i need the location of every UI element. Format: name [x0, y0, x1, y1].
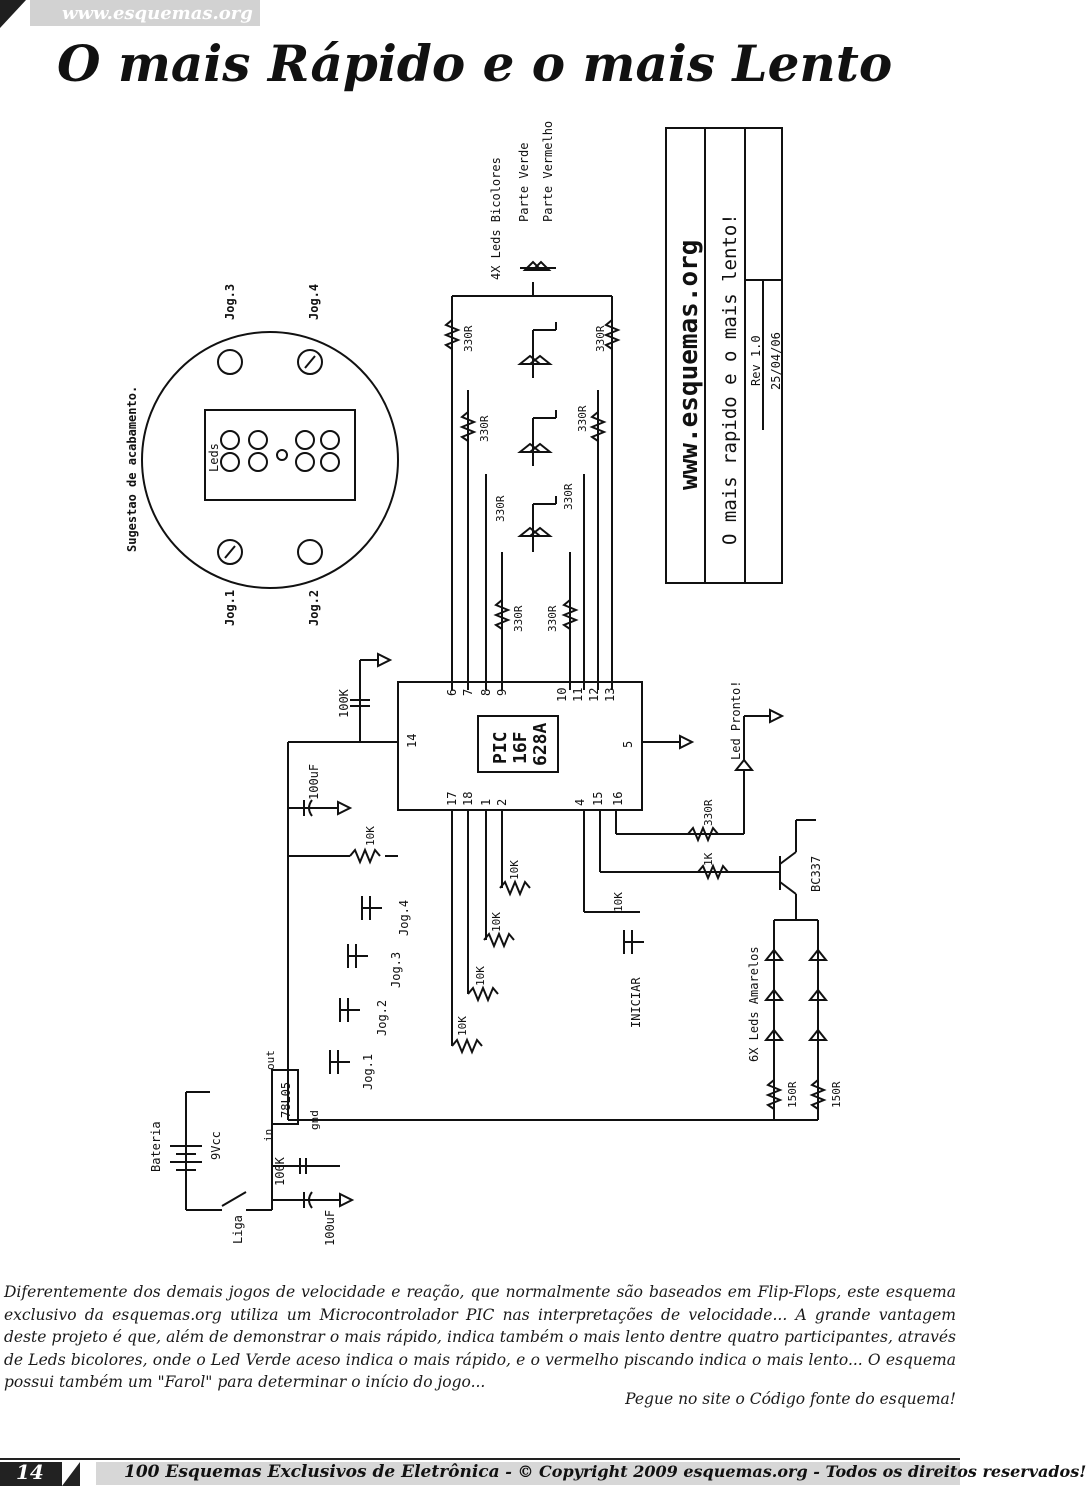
res-10k-top: 10K — [364, 826, 377, 846]
res-330-a: 330R — [462, 325, 475, 352]
res-100k-bottom: 100K — [273, 1157, 287, 1186]
pin-16: 16 — [611, 791, 625, 806]
pin-5: 5 — [621, 740, 635, 748]
finish-suggestion — [125, 284, 398, 626]
res-10k-start: 10K — [612, 892, 625, 912]
footer-text — [124, 1462, 1086, 1482]
res-330-c: 330R — [478, 415, 491, 442]
pin-7: 7 — [461, 688, 475, 696]
pin-10: 10 — [555, 687, 569, 702]
title-block-date: 25/04/06 — [769, 332, 783, 390]
bicolor-title: 4X Leds Bicolores — [489, 157, 503, 280]
led-ready-label: Led Pronto! — [729, 680, 743, 760]
footer-rule — [0, 1458, 960, 1460]
panel-jog4-label: Jog.4 — [307, 283, 321, 320]
res-10k-a: 10K — [508, 860, 521, 880]
regulator-in: in — [262, 1128, 275, 1142]
btn-jog3-label: Jog.3 — [389, 951, 403, 988]
regulator-label: 78L05 — [279, 1081, 293, 1118]
res-150-b: 150R — [830, 1081, 843, 1108]
bicolor-red: Parte Vermelho — [541, 120, 555, 222]
res-330-g: 330R — [512, 605, 525, 632]
pin-2: 2 — [495, 798, 509, 806]
description-paragraph: Diferentemente dos demais jogos de velocidade e reação, que normalmente são baseados em Flip-Flops, este esquema exclusivo da esquemas.org utiliza um Microcontrolador PIC nas interpretações de velocidade... A grande vantagem deste projeto é que, além de demonstrar o mais rápido, indica também o mais lento dentre quatro participantes, através de Leds bicolores, onde o Led Verde aceso indica o mais rápido, e o vermelho piscando indica o mais lento... O esquema possui também um "Farol" para determinar o início do jogo... — [4, 1283, 956, 1391]
res-330-b: 330R — [594, 325, 607, 352]
pic-line3: 628A — [530, 722, 551, 766]
pic-line2: 16F — [510, 731, 531, 764]
pin-12: 12 — [587, 687, 601, 702]
res-10k-c: 10K — [474, 966, 487, 986]
pin-1: 1 — [479, 798, 493, 806]
pin-11: 11 — [571, 687, 585, 702]
footer-tab-edge — [62, 1462, 80, 1486]
btn-jog1-label: Jog.1 — [361, 1053, 375, 1090]
start-button-label: INICIAR — [629, 977, 643, 1028]
pin-17: 17 — [445, 791, 459, 806]
res-330-d: 330R — [576, 405, 589, 432]
page-title: O mais Rápido e o mais Lento — [57, 34, 893, 93]
bicolor-leds — [446, 121, 618, 690]
panel-jog2-label: Jog.2 — [307, 589, 321, 626]
pin-14: 14 — [405, 733, 419, 748]
res-1k: 1K — [702, 852, 715, 866]
header-site: www.esquemas.org — [62, 3, 253, 24]
battery-label: Bateria — [149, 1121, 163, 1172]
footer-book-title: 100 Esquemas Exclusivos de Eletrônica — [124, 1462, 500, 1482]
pin-8: 8 — [479, 688, 493, 696]
panel-leds-label: Leds — [207, 443, 221, 472]
bicolor-green: Parte Verde — [517, 142, 531, 222]
title-block-rev: Rev 1.0 — [749, 335, 763, 386]
res-330-ready: 330R — [702, 799, 715, 826]
res-10k-d: 10K — [456, 1016, 469, 1036]
panel-jog3-label: Jog.3 — [223, 283, 237, 320]
btn-jog2-label: Jog.2 — [375, 999, 389, 1036]
res-330-e: 330R — [494, 495, 507, 522]
pic-microcontroller — [398, 682, 642, 810]
pin-13: 13 — [603, 687, 617, 702]
transistor-label: BC337 — [809, 855, 823, 892]
cap-100uf-bottom: 100uF — [323, 1209, 337, 1246]
pin-18: 18 — [461, 791, 475, 806]
res-150-a: 150R — [786, 1081, 799, 1108]
regulator-out: out — [264, 1050, 277, 1070]
res-330-f: 330R — [562, 483, 575, 510]
pic-line1: PIC — [490, 731, 511, 764]
cap-100uf-top: 100uF — [307, 763, 321, 800]
res-330-h: 330R — [546, 605, 559, 632]
pin-4: 4 — [573, 798, 587, 806]
btn-jog4-label: Jog.4 — [397, 899, 411, 936]
pin-9: 9 — [495, 688, 509, 696]
source-code-note: Pegue no site o Código fonte do esquema! — [625, 1390, 956, 1408]
cap-100k-label: 100K — [337, 689, 351, 718]
finish-suggestion-text: Sugestao de acabamento. — [125, 385, 139, 552]
pin-15: 15 — [591, 791, 605, 806]
title-block-site: www.esquemas.org — [674, 239, 704, 490]
page-number: 14 — [16, 1460, 44, 1484]
switch-label: Liga — [231, 1215, 245, 1244]
regulator-gnd: gnd — [308, 1110, 321, 1130]
res-10k-b: 10K — [490, 912, 503, 932]
title-block-name: O mais rapido e o mais lento! — [719, 213, 741, 545]
panel-jog1-label: Jog.1 — [223, 589, 237, 626]
footer-copyright: - © Copyright 2009 esquemas.org - Todos os direitos reservados! — [505, 1462, 1086, 1481]
vcc-label: 9Vcc — [209, 1131, 223, 1160]
pin-6: 6 — [445, 688, 459, 696]
yellow-leds-label: 6X Leds Amarelos — [747, 946, 761, 1062]
title-block — [666, 128, 783, 583]
